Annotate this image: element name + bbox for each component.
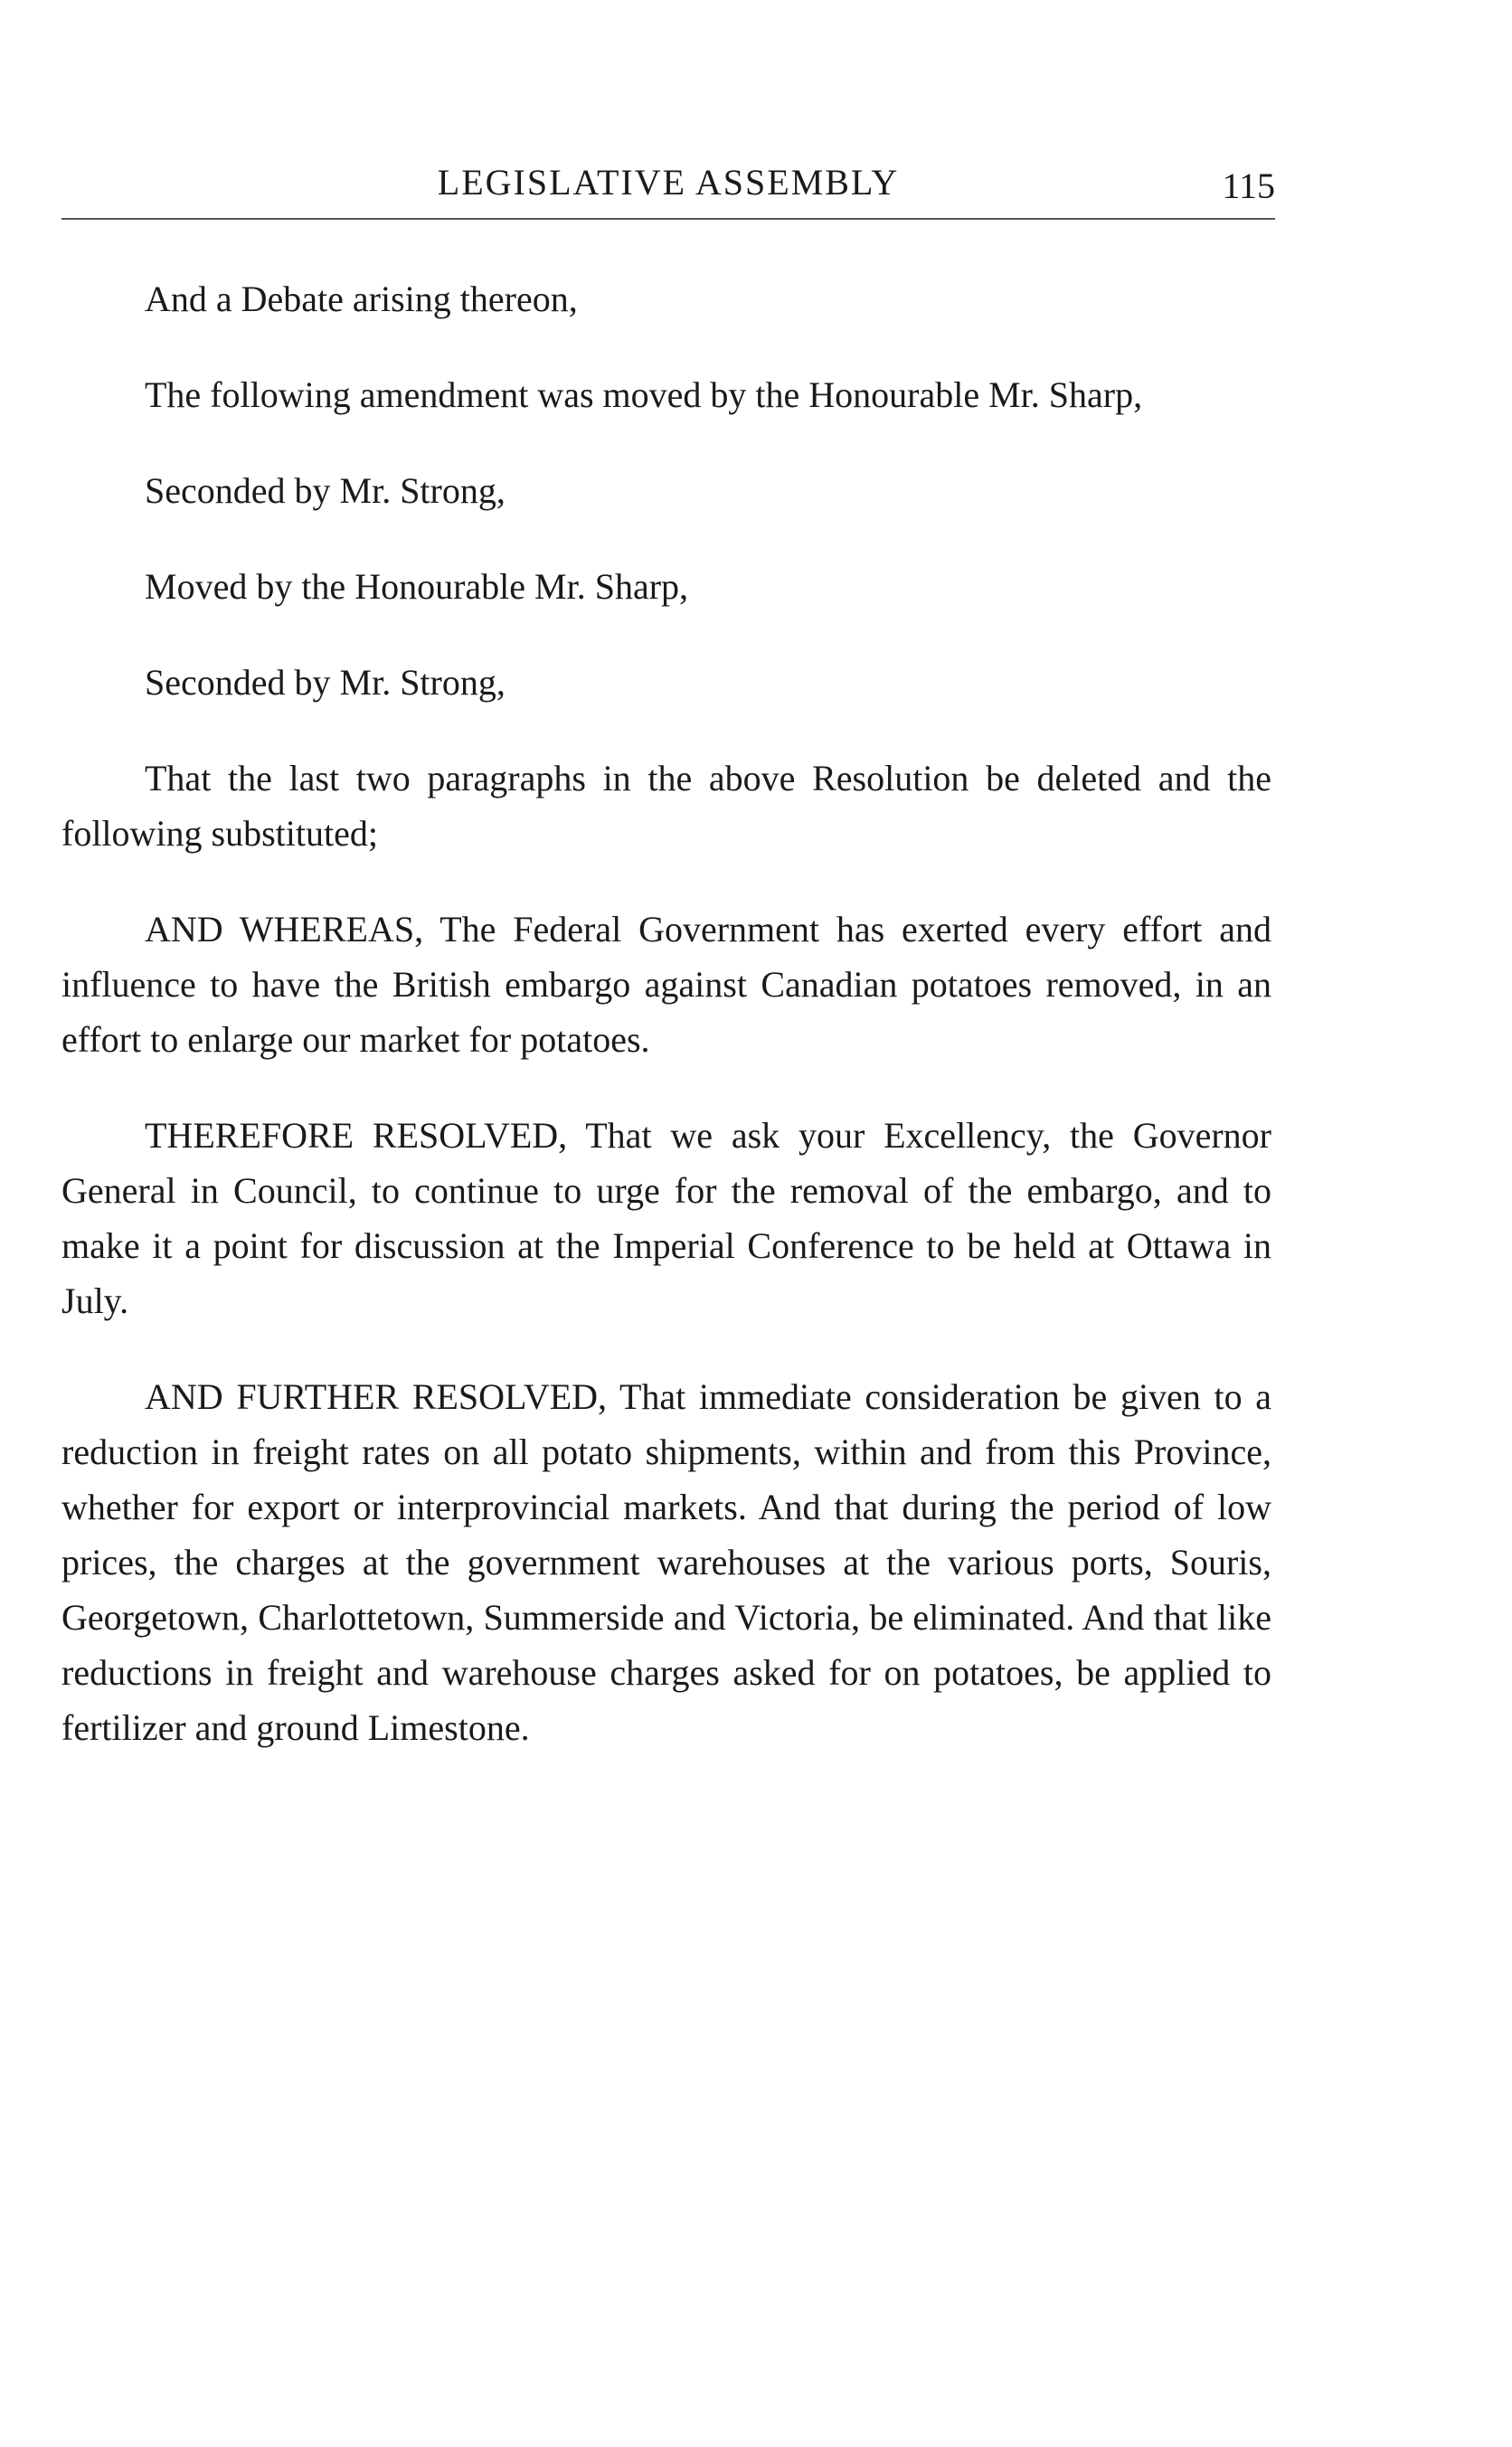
paragraph-deletion: That the last two paragraphs in the above Resolution be deleted and the following substituted; [61, 758, 1271, 854]
paragraph-whereas: AND WHEREAS, The Federal Government has exerted every effort and influence to have the British embargo against Canadian potatoes removed, in an effort to enlarge our market for potatoes. [61, 909, 1271, 1060]
paragraph-debate: And a Debate arising thereon, [145, 279, 578, 319]
paragraph-seconded: Seconded by Mr. Strong, [145, 470, 506, 511]
paragraph-moved: Moved by the Honourable Mr. Sharp, [145, 566, 689, 607]
paragraph-amendment-moved: The following amendment was moved by the Honourable Mr. Sharp, [145, 374, 1143, 415]
running-title: LEGISLATIVE ASSEMBLY [437, 162, 900, 203]
running-header [61, 156, 1275, 210]
paragraph-seconded-again: Seconded by Mr. Strong, [145, 662, 506, 703]
page-number: 115 [1222, 165, 1275, 206]
paragraph-further-resolved: AND FURTHER RESOLVED, That immediate consideration be given to a reduction in freight rates on all potato shipments, within and from this Province, whether for export or interprovincial markets. And that during the period of low prices, the charges at the government warehouses at the various ports, Souris, Georgetown, Charlottetown, Summerside and Victoria, be eliminated. And that like reductions in freight and warehouse charges asked for on potatoes, be applied to fertilizer and ground Limestone. [61, 1376, 1271, 1748]
header-rule [61, 218, 1275, 220]
body-text [61, 271, 1271, 1796]
paragraph-therefore-resolved: THEREFORE RESOLVED, That we ask your Excellency, the Governor General in Council, to continue to urge for the removal of the embargo, and to make it a point for discussion at the Imperial Conference to be held at Ottawa in July. [61, 1115, 1271, 1321]
